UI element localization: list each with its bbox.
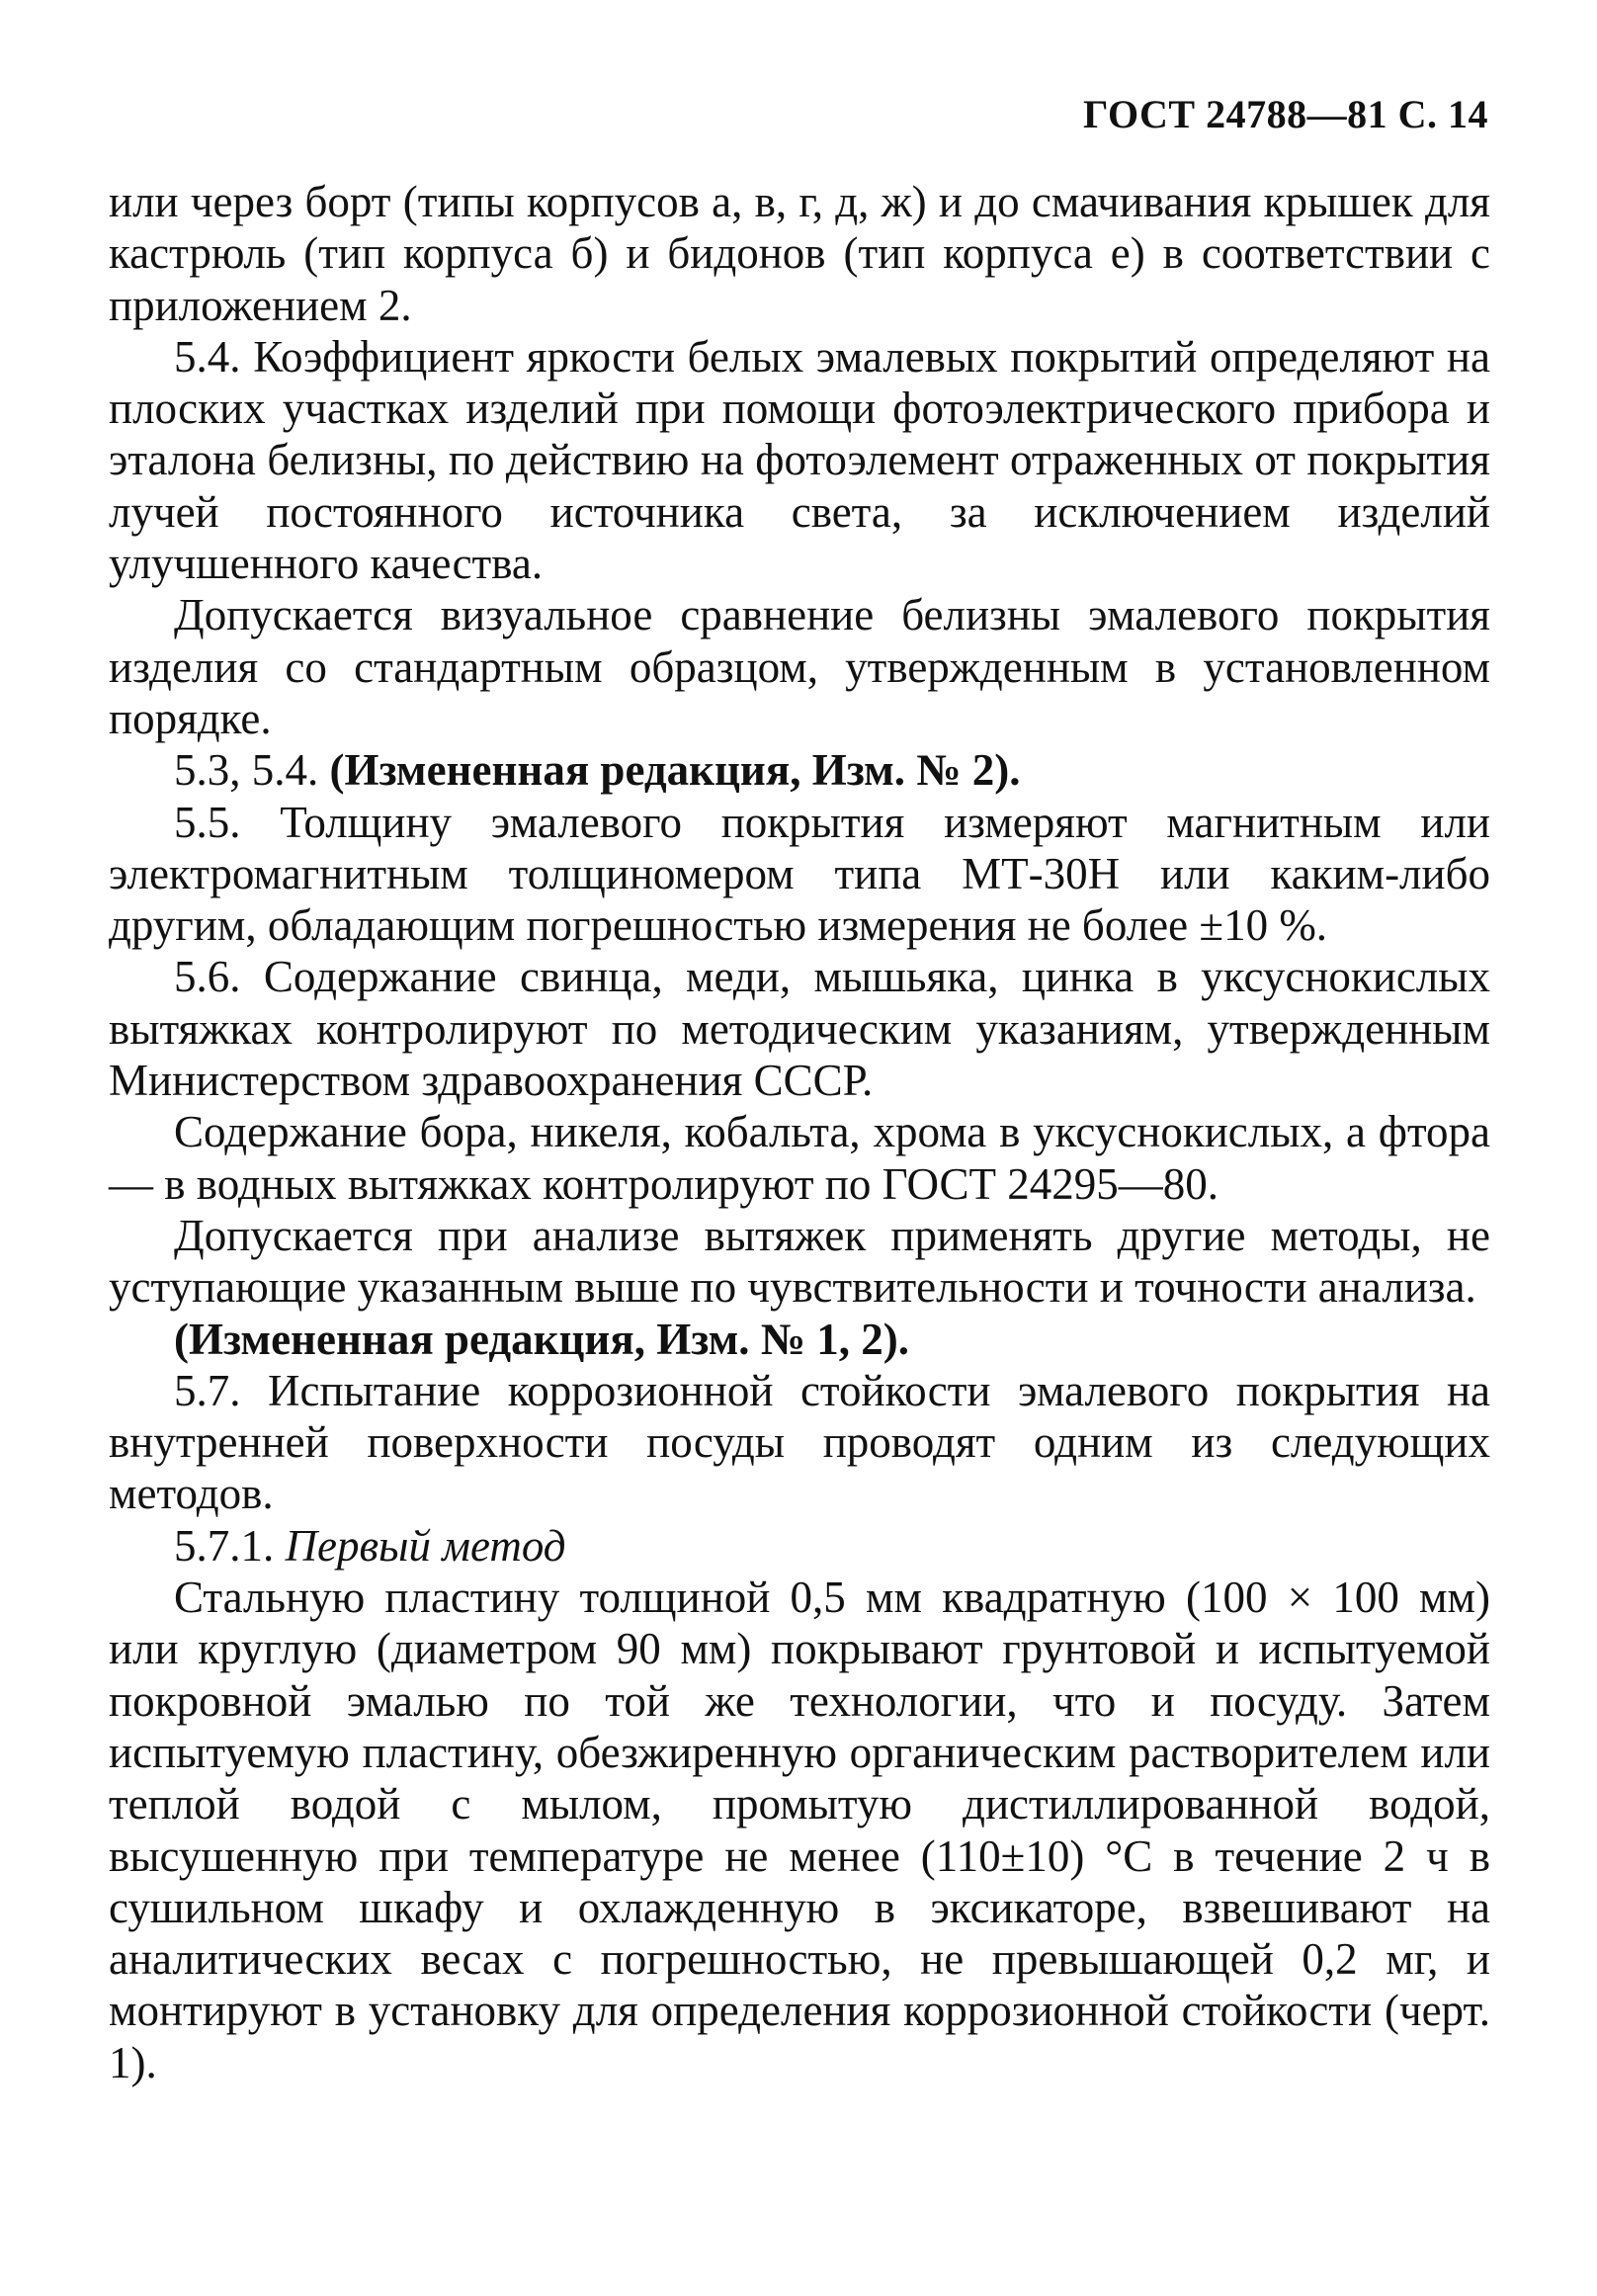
amendment-clause-numbers: 5.3, 5.4. [174, 745, 319, 796]
paragraph-5-6-boron-nickel: Содержание бора, никеля, кобальта, хрома в уксуснокислых, а фтора — в водных вытяжках контролируют по ГОСТ 24295—80. [109, 1107, 1490, 1209]
subsection-title: Первый метод [285, 1520, 566, 1571]
amendment-note-1-2 [109, 1314, 1490, 1365]
paragraph-first-method: Стальную пластину толщиной 0,5 мм квадратную (100 × 100 мм) или круглую (диаметром 90 мм) покрывают грунтовой и испытуемой покровной эмалью по той же технологии, что и посуду. Затем испытуемую пластину, обезжиренную органическим растворителем или теплой водой с мылом, промытую дистиллированной водой, высушенную при температуре не менее (110±10) °С в течение 2 ч в сушильном шкафу и охлажденную в эксикаторе, взвешивают на аналитических весах с погрешностью, не превышающей 0,2 мг, и монтируют в установку для определения коррозионной стойкости (черт. 1). [109, 1573, 1490, 2087]
subsection-5-7-1-heading [109, 1520, 1490, 1572]
amendment-label: (Измененная редакция, Изм. № 2). [329, 745, 1021, 796]
document-body [109, 176, 1490, 2088]
paragraph-5-6: 5.6. Содержание свинца, меди, мышьяка, цинка в уксуснокислых вытяжках контролируют по методическим указаниям, утвержденным Министерством здравоохранения СССР. [109, 952, 1490, 1106]
page-header: ГОСТ 24788—81 С. 14 [1082, 92, 1488, 136]
paragraph-5-6-other-methods: Допускается при анализе вытяжек применять другие методы, не уступающие указанным выше по чувствительности и точности анализа. [109, 1210, 1490, 1313]
subsection-number: 5.7.1. [174, 1520, 275, 1571]
paragraph-5-4: 5.4. Коэффициент яркости белых эмалевых покрытий определяют на плоских участках изделий при помощи фотоэлектрического прибора и эталона белизны, по действию на фотоэлемент отраженных от покрытия лучей постоянного источника света, за исключением изделий улучшенного качества. [109, 331, 1490, 589]
paragraph-continuation: или через борт (типы корпусов а, в, г, д, ж) и до смачивания крышек для кастрюль (тип корпуса б) и бидонов (тип корпуса е) в соответствии с приложением 2. [109, 177, 1490, 330]
paragraph-5-7: 5.7. Испытание коррозионной стойкости эмалевого покрытия на внутренней поверхности посуды проводят одним из следующих методов. [109, 1365, 1490, 1519]
paragraph-5-5: 5.5. Толщину эмалевого покрытия измеряют магнитным или электромагнитным толщиномером типа МТ-30Н или каким-либо другим, обладающим погрешностью измерения не более ±10 %. [109, 797, 1490, 951]
paragraph-5-4-visual-comparison: Допускается визуальное сравнение белизны эмалевого покрытия изделия со стандартным образцом, утвержденным в установленном порядке. [109, 590, 1490, 743]
amendment-label: (Измененная редакция, Изм. № 1, 2). [174, 1314, 910, 1364]
amendment-note-5-3-5-4 [109, 744, 1490, 796]
